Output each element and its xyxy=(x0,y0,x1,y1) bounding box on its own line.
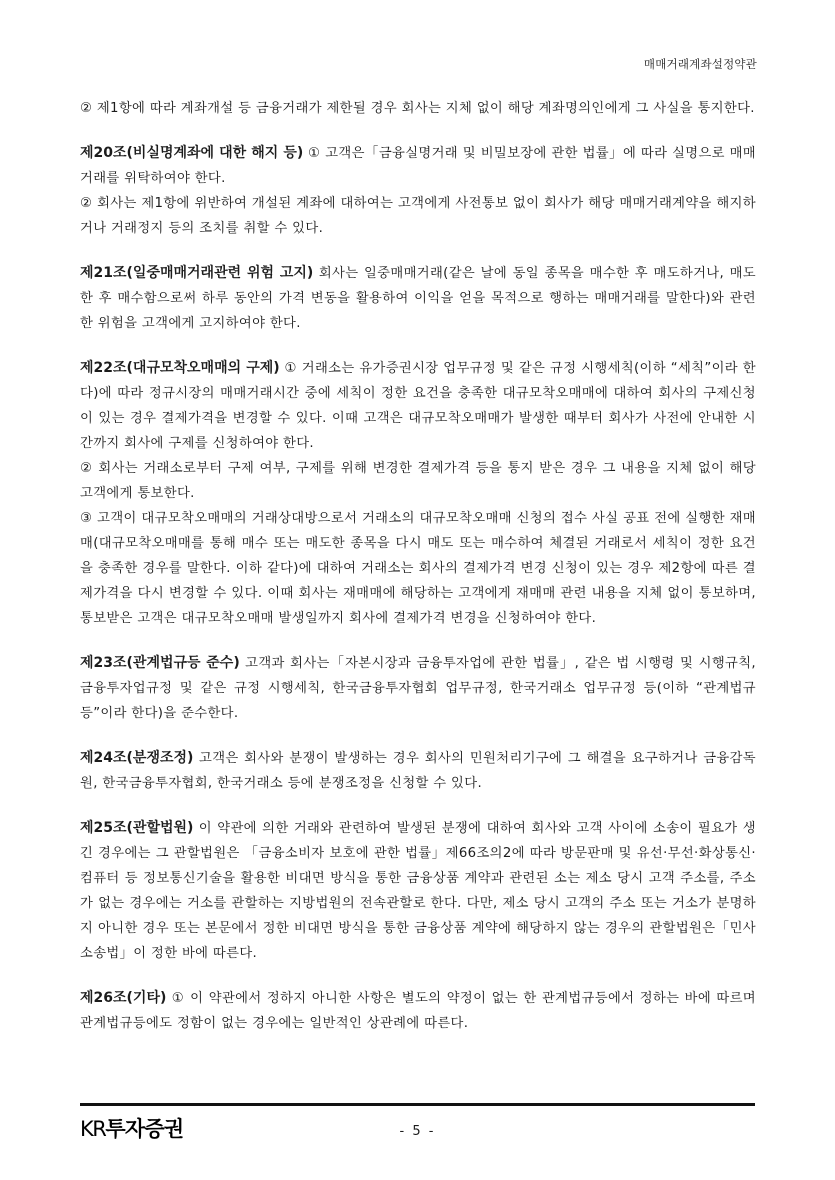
article-20 xyxy=(80,141,756,241)
article-23 xyxy=(80,651,756,726)
document-body xyxy=(80,96,756,1036)
paragraph: ② 회사는 제1항에 위반하여 개설된 계좌에 대하여는 고객에게 사전통보 없이 회사가 해당 매매거래계약을 해지하거나 거래정지 등의 조치를 취할 수 있다. xyxy=(80,196,756,236)
article-21 xyxy=(80,261,756,336)
paragraph: 제26조(기타) ① 이 약관에서 정하지 아니한 사항은 별도의 약정이 없는 한 관계법규등에서 정하는 바에 따르며 관계법규등에도 정함이 없는 경우에는 일반적인 상관례에 따른다. xyxy=(80,990,756,1031)
company-logo: KR투자증권 xyxy=(80,1117,184,1141)
article-24 xyxy=(80,746,756,796)
paragraph: 제21조(일중매매거래관련 위험 고지) 회사는 일중매매거래(같은 날에 동일 종목을 매수한 후 매도하거나, 매도한 후 매수함으로써 하루 동안의 가격 변동을 활용하여 이익을 얻을 목적으로 행하는 매매거래를 말한다)와 관련한 위험을 고객에게 고지하여야 한다. xyxy=(80,265,756,331)
paragraph: 제24조(분쟁조정) 고객은 회사와 분쟁이 발생하는 경우 회사의 민원처리기구에 그 해결을 요구하거나 금융감독원, 한국금융투자협회, 한국거래소 등에 분쟁조정을 신청할 수 있다. xyxy=(80,750,756,791)
paragraph: 제22조(대규모착오매매의 구제) ① 거래소는 유가증권시장 업무규정 및 같은 규정 시행세칙(이하 “세칙”이라 한다)에 따라 정규시장의 매매거래시간 중에 세칙이 정한 요건을 충족한 대규모착오매매에 대하여 회사의 구제신청이 있는 경우 결제가격을 변경할 수 있다. 이때 고객은 대규모착오매매가 발생한 때부터 회사가 사전에 안내한 시간까지 회사에 구제를 신청하여야 한다. xyxy=(80,360,756,451)
article-title: 제25조(관할법원) xyxy=(80,820,194,836)
footer-divider xyxy=(80,1103,755,1106)
article-26 xyxy=(80,986,756,1036)
article-title: 제26조(기타) xyxy=(80,990,167,1006)
paragraph: 제20조(비실명계좌에 대한 해지 등) ① 고객은「금융실명거래 및 비밀보장에 관한 법률」에 따라 실명으로 매매거래를 위탁하여야 한다. xyxy=(80,145,756,186)
paragraph: ② 회사는 거래소로부터 구제 여부, 구제를 위해 변경한 결제가격 등을 통지 받은 경우 그 내용을 지체 없이 해당 고객에게 통보한다. xyxy=(80,461,756,501)
paragraph: ③ 고객이 대규모착오매매의 거래상대방으로서 거래소의 대규모착오매매 신청의 접수 사실 공표 전에 실행한 재매매(대규모착오매매를 통해 매수 또는 매도한 종목을 다시 매도 또는 매수하여 체결된 거래로서 세칙이 정한 요건을 충족한 경우를 말한다. 이하 같다)에 대하여 거래소는 회사의 결제가격 변경 신청이 있는 경우 제2항에 따른 결제가격을 다시 변경할 수 있다. 이때 회사는 재매매에 해당하는 고객에게 재매매 관련 내용을 지체 없이 통보하며, 통보받은 고객은 대규모착오매매 발생일까지 회사에 결제가격 변경을 신청하여야 한다. xyxy=(80,511,756,626)
article-title: 제22조(대규모착오매매의 구제) xyxy=(80,360,280,376)
page-number: - 5 - xyxy=(399,1124,436,1139)
paragraph: 제23조(관계법규등 준수) 고객과 회사는「자본시장과 금융투자업에 관한 법률」, 같은 법 시행령 및 시행규칙, 금융투자업규정 및 같은 규정 시행세칙, 한국금융투자협회 업무규정, 한국거래소 업무규정 등(이하 “관계법규등”이라 한다)을 준수한다. xyxy=(80,655,756,721)
paragraph: ② 제1항에 따라 계좌개설 등 금융거래가 제한될 경우 회사는 지체 없이 해당 계좌명의인에게 그 사실을 통지한다. xyxy=(80,101,755,116)
article-title: 제20조(비실명계좌에 대한 해지 등) xyxy=(80,145,304,161)
article-22 xyxy=(80,356,756,631)
document-header: 매매거래계좌설정약관 xyxy=(643,57,757,71)
article-title: 제23조(관계법규등 준수) xyxy=(80,655,240,671)
article-title: 제21조(일중매매거래관련 위험 고지) xyxy=(80,265,314,281)
paragraph: 제25조(관할법원) 이 약관에 의한 거래와 관련하여 발생된 분쟁에 대하여 회사와 고객 사이에 소송이 필요가 생긴 경우에는 그 관할법원은 「금융소비자 보호에 관한 법률」제66조의2에 따라 방문판매 및 유선·무선·화상통신·컴퓨터 등 정보통신기술을 활용한 비대면 방식을 통한 금융상품 계약과 관련된 소는 제소 당시 고객 주소를, 주소가 없는 경우에는 거소를 관할하는 지방법원의 전속관할로 한다. 다만, 제소 당시 고객의 주소 또는 거소가 분명하지 아니한 경우 또는 본문에서 정한 비대면 방식을 통한 금융상품 계약에 해당하지 않는 경우의 관할법원은「민사소송법」이 정한 바에 따른다. xyxy=(80,820,756,961)
article-25 xyxy=(80,816,756,966)
article-title: 제24조(분쟁조정) xyxy=(80,750,194,766)
article-19-continuation xyxy=(80,96,756,121)
